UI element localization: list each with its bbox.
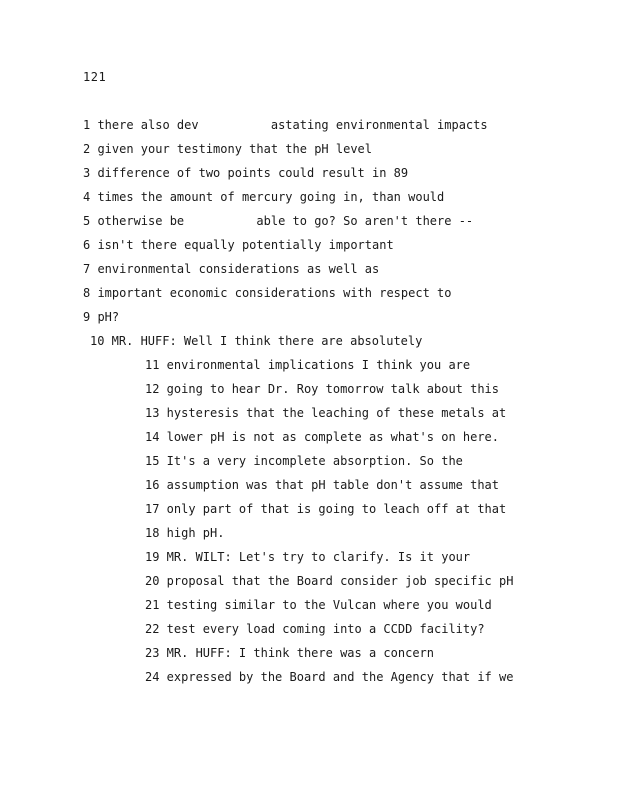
transcript-line <box>83 190 444 204</box>
line-number: 15 <box>145 454 160 468</box>
line-text: otherwise be able to go? So aren't there -- <box>90 214 474 228</box>
transcript-line <box>145 598 492 612</box>
line-text: It's a very incomplete absorption. So the <box>159 454 463 468</box>
line-text: lower pH is not as complete as what's on here. <box>159 430 500 444</box>
transcript-line <box>145 406 506 420</box>
line-text: times the amount of mercury going in, than would <box>90 190 445 204</box>
transcript-line <box>83 166 408 180</box>
line-text: expressed by the Board and the Agency that if we <box>159 670 514 684</box>
transcript-line <box>83 142 372 156</box>
line-text: given your testimony that the pH level <box>90 142 372 156</box>
transcript-line <box>145 478 499 492</box>
line-text: MR. WILT: Let's try to clarify. Is it your <box>159 550 471 564</box>
line-text: pH? <box>90 310 120 324</box>
line-number: 10 <box>90 334 105 348</box>
line-text: test every load coming into a CCDD facility? <box>159 622 485 636</box>
line-text: environmental implications I think you are <box>159 358 471 372</box>
transcript-line <box>145 382 499 396</box>
line-text: isn't there equally potentially important <box>90 238 394 252</box>
transcript-line <box>145 526 224 540</box>
line-number: 8 <box>83 286 91 300</box>
line-number: 24 <box>145 670 160 684</box>
line-number: 22 <box>145 622 160 636</box>
line-number: 20 <box>145 574 160 588</box>
line-text: assumption was that pH table don't assume that <box>159 478 500 492</box>
line-number: 18 <box>145 526 160 540</box>
transcript-line <box>145 622 485 636</box>
line-text: MR. HUFF: I think there was a concern <box>159 646 434 660</box>
transcript-line <box>145 502 506 516</box>
transcript-line <box>83 118 488 132</box>
transcript-line <box>83 286 451 300</box>
line-number: 1 <box>83 118 91 132</box>
line-text: environmental considerations as well as <box>90 262 380 276</box>
line-number: 21 <box>145 598 160 612</box>
line-number: 2 <box>83 142 91 156</box>
page-number: 121 <box>83 70 107 84</box>
line-number: 9 <box>83 310 91 324</box>
transcript-line <box>83 214 473 228</box>
line-text: going to hear Dr. Roy tomorrow talk about this <box>159 382 500 396</box>
line-number: 19 <box>145 550 160 564</box>
line-number: 13 <box>145 406 160 420</box>
transcript-line <box>145 574 513 588</box>
transcript-line <box>145 454 463 468</box>
line-text: important economic considerations with respect to <box>90 286 452 300</box>
transcript-line <box>145 670 513 684</box>
transcript-line <box>90 334 422 348</box>
line-number: 4 <box>83 190 91 204</box>
transcript-line <box>83 310 119 324</box>
line-number: 3 <box>83 166 91 180</box>
line-text: proposal that the Board consider job specific pH <box>159 574 514 588</box>
transcript-line <box>145 550 470 564</box>
transcript-line <box>83 238 394 252</box>
line-text: difference of two points could result in 89 <box>90 166 409 180</box>
line-number: 12 <box>145 382 160 396</box>
line-text: only part of that is going to leach off at that <box>159 502 507 516</box>
line-number: 23 <box>145 646 160 660</box>
line-number: 7 <box>83 262 91 276</box>
line-number: 6 <box>83 238 91 252</box>
line-text: hysteresis that the leaching of these metals at <box>159 406 507 420</box>
transcript-line <box>145 646 434 660</box>
line-text: there also dev astating environmental impacts <box>90 118 488 132</box>
transcript-line <box>145 358 470 372</box>
line-text: high pH. <box>159 526 225 540</box>
line-number: 5 <box>83 214 91 228</box>
line-text: testing similar to the Vulcan where you would <box>159 598 492 612</box>
line-number: 16 <box>145 478 160 492</box>
line-text: MR. HUFF: Well I think there are absolutely <box>104 334 423 348</box>
line-number: 14 <box>145 430 160 444</box>
line-number: 11 <box>145 358 160 372</box>
line-number: 17 <box>145 502 160 516</box>
transcript-line <box>145 430 499 444</box>
transcript-line <box>83 262 379 276</box>
